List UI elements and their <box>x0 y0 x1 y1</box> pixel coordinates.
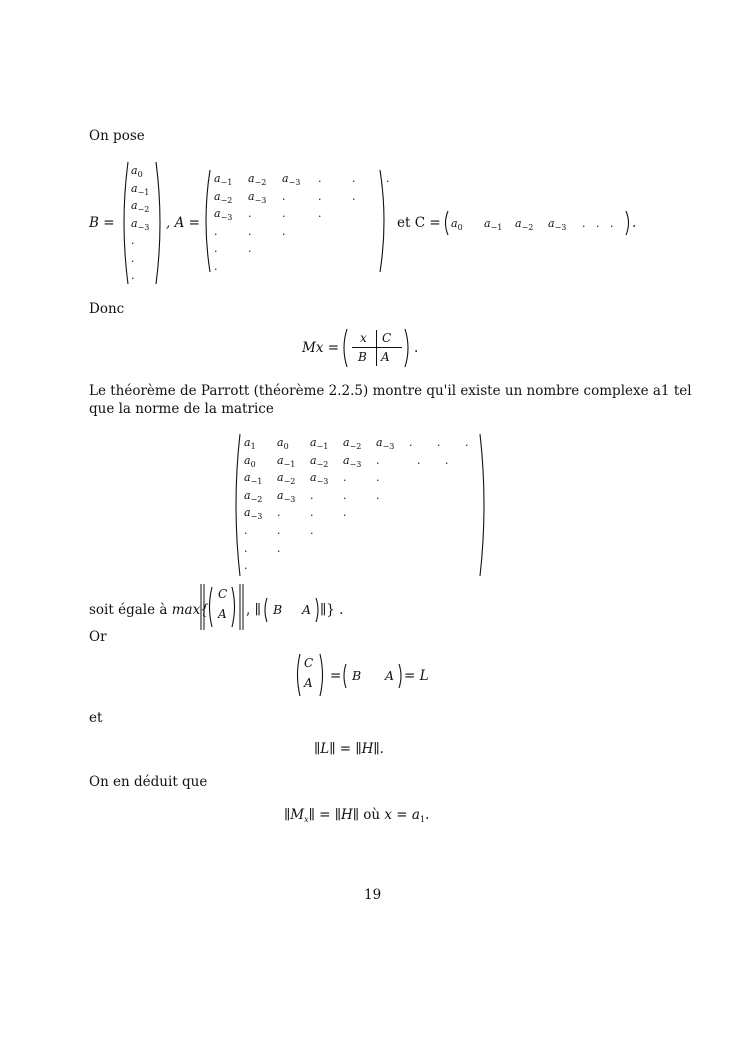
a-matrix-entry: . <box>318 189 322 203</box>
c-row-entry: $a_{-1}$ <box>484 217 503 232</box>
c-row-entry: $a_{-3}$ <box>548 217 567 232</box>
eq3-word: où <box>363 807 381 823</box>
big-matrix-entry: . <box>310 506 314 520</box>
big-matrix-entry: . <box>310 524 314 537</box>
big-matrix-entry: $a_{-3}$ <box>244 506 263 522</box>
b-vector-entry: . <box>131 269 135 282</box>
c-row-entry: . <box>596 217 600 230</box>
soit-egale-prefix: soit égale à <box>89 602 168 618</box>
big-matrix-entry: . <box>376 471 380 485</box>
big-matrix-entry: . <box>244 524 248 537</box>
big-matrix-entry: . <box>445 453 449 467</box>
eq1-row-parens <box>341 662 405 690</box>
c-row-entry: $a_{-2}$ <box>515 217 534 232</box>
big-matrix-entry: $a_{-3}$ <box>310 471 329 487</box>
a-matrix-entry: . <box>282 189 286 203</box>
big-matrix-entry: . <box>343 471 347 485</box>
norm-row-b: B <box>273 602 283 617</box>
norm-row-parens <box>262 596 322 624</box>
mx-c: C <box>382 331 392 345</box>
eq2: ∥L∥ = ∥H∥. <box>314 741 384 757</box>
big-matrix-entry: . <box>376 488 380 502</box>
norm-end: ∥} . <box>320 602 344 618</box>
mx-vline <box>376 330 377 366</box>
a-matrix-entry: . <box>318 207 322 220</box>
big-matrix-entry: $a_{-1}$ <box>244 471 263 487</box>
big-matrix-entry: . <box>277 506 281 520</box>
a-matrix-entry: $a_{-2}$ <box>214 189 233 205</box>
b-vector-entry: $a_{-2}$ <box>131 199 150 214</box>
text-parrott-line2: que la norme de la matrice <box>89 401 274 417</box>
eq1-mid: = <box>330 668 342 684</box>
a-matrix-entry: . <box>248 207 252 220</box>
big-matrix-entry: . <box>343 506 347 520</box>
norm-mid: , ∥ <box>246 602 261 618</box>
norm-col-c: C <box>218 587 228 601</box>
big-matrix-entry: . <box>465 436 469 449</box>
big-matrix-entry: $a_0$ <box>244 453 256 469</box>
a-matrix-entry: . <box>214 224 218 238</box>
eq1-row-a: A <box>385 668 395 683</box>
c-end: . <box>632 215 637 231</box>
text-parrott-line1: Le théorème de Parrott (théorème 2.2.5) montre qu'il existe un nombre complexe a1 tel <box>89 383 692 399</box>
mx-a: A <box>381 350 390 364</box>
a-matrix-entry: . <box>282 207 286 220</box>
text-or: Or <box>89 629 107 645</box>
big-matrix-entry: $a_{-1}$ <box>277 453 296 469</box>
a-matrix-entry: . <box>352 189 356 203</box>
b-vector-entry: . <box>131 251 135 265</box>
big-matrix-entry: $a_{-3}$ <box>343 453 362 469</box>
page-number: 19 <box>364 887 382 903</box>
mx-b: B <box>358 350 367 364</box>
c-row-entry: $a_0$ <box>451 217 463 232</box>
eq1-col-a: A <box>304 676 313 690</box>
b-vector-entry: $a_0$ <box>131 164 143 179</box>
a-matrix-entry: . <box>248 242 252 255</box>
c-row-entry: . <box>610 217 614 230</box>
big-matrix-entry: $a_{-2}$ <box>277 471 296 487</box>
text-on-en-deduit: On en déduit que <box>89 774 208 790</box>
b-vector-entry: $a_{-3}$ <box>131 216 150 232</box>
max-label: max{ <box>171 602 209 618</box>
big-matrix-entry: . <box>343 488 347 502</box>
big-matrix-entry: $a_{-3}$ <box>376 436 395 451</box>
mx-hline <box>352 347 402 348</box>
norm-row-a: A <box>302 602 312 617</box>
a-matrix-entry: . <box>318 172 322 185</box>
mx-label: Mx = <box>302 340 340 356</box>
big-matrix-entry: . <box>417 453 421 467</box>
a-matrix-entry: . <box>282 224 286 238</box>
eq1-col-c: C <box>304 656 314 670</box>
mx-x: x <box>360 331 367 345</box>
eq3-left: $\parallel M_x\parallel$ = ∥H∥ <box>284 807 359 824</box>
a-matrix-entry: . <box>248 224 252 238</box>
c-row-parens <box>442 208 632 238</box>
norm-col-a: A <box>218 607 227 621</box>
a-matrix-entry: . <box>214 242 218 255</box>
a-matrix-entry: . <box>214 259 218 273</box>
text-donc: Donc <box>89 301 125 317</box>
b-vector-entry: . <box>131 234 135 247</box>
a-matrix-entry: $a_{-3}$ <box>248 189 267 205</box>
c-row-entry: . <box>582 217 586 230</box>
big-matrix-entry: . <box>437 436 441 449</box>
big-matrix-entry: $a_{-1}$ <box>310 436 329 451</box>
big-matrix-entry: . <box>310 488 314 502</box>
text-et: et <box>89 710 103 726</box>
eq1-row-b: B <box>352 668 362 683</box>
b-label: B = <box>89 215 115 231</box>
big-matrix-entry: . <box>277 541 281 555</box>
a-matrix-entry: . <box>352 172 356 185</box>
big-matrix-entry: $a_{-3}$ <box>277 488 296 504</box>
big-matrix-entry: . <box>376 453 380 467</box>
text-on-pose: On pose <box>89 128 145 144</box>
b-vector-entry: $a_{-1}$ <box>131 181 150 197</box>
big-matrix-parens <box>230 430 492 580</box>
big-matrix-entry: $a_{-2}$ <box>244 488 263 504</box>
a-matrix-entry: $a_{-3}$ <box>214 207 233 222</box>
big-matrix-entry: $a_{-2}$ <box>343 436 362 451</box>
big-matrix-entry: $a_1$ <box>244 436 256 451</box>
big-matrix-entry: . <box>244 541 248 555</box>
mx-end: . <box>414 340 419 356</box>
text-soit-egale <box>89 602 209 618</box>
eq3-right: $x = a_1$. <box>384 807 430 824</box>
a-matrix-entry: $a_{-3}$ <box>282 172 301 187</box>
a-label: , A = <box>166 215 200 231</box>
c-label-text: et C = <box>397 215 441 231</box>
big-matrix-entry: . <box>244 559 248 573</box>
a-matrix-entry: . <box>386 172 390 185</box>
big-matrix-entry: $a_{-2}$ <box>310 453 329 469</box>
big-matrix-entry: . <box>277 524 281 537</box>
big-matrix-entry: . <box>409 436 413 449</box>
eq3 <box>284 807 429 828</box>
big-matrix-entry: $a_0$ <box>277 436 289 451</box>
a-matrix-entry: $a_{-2}$ <box>248 172 267 187</box>
c-label <box>397 215 441 231</box>
eq1-end: = L <box>404 668 429 684</box>
a-matrix-entry: $a_{-1}$ <box>214 172 233 187</box>
